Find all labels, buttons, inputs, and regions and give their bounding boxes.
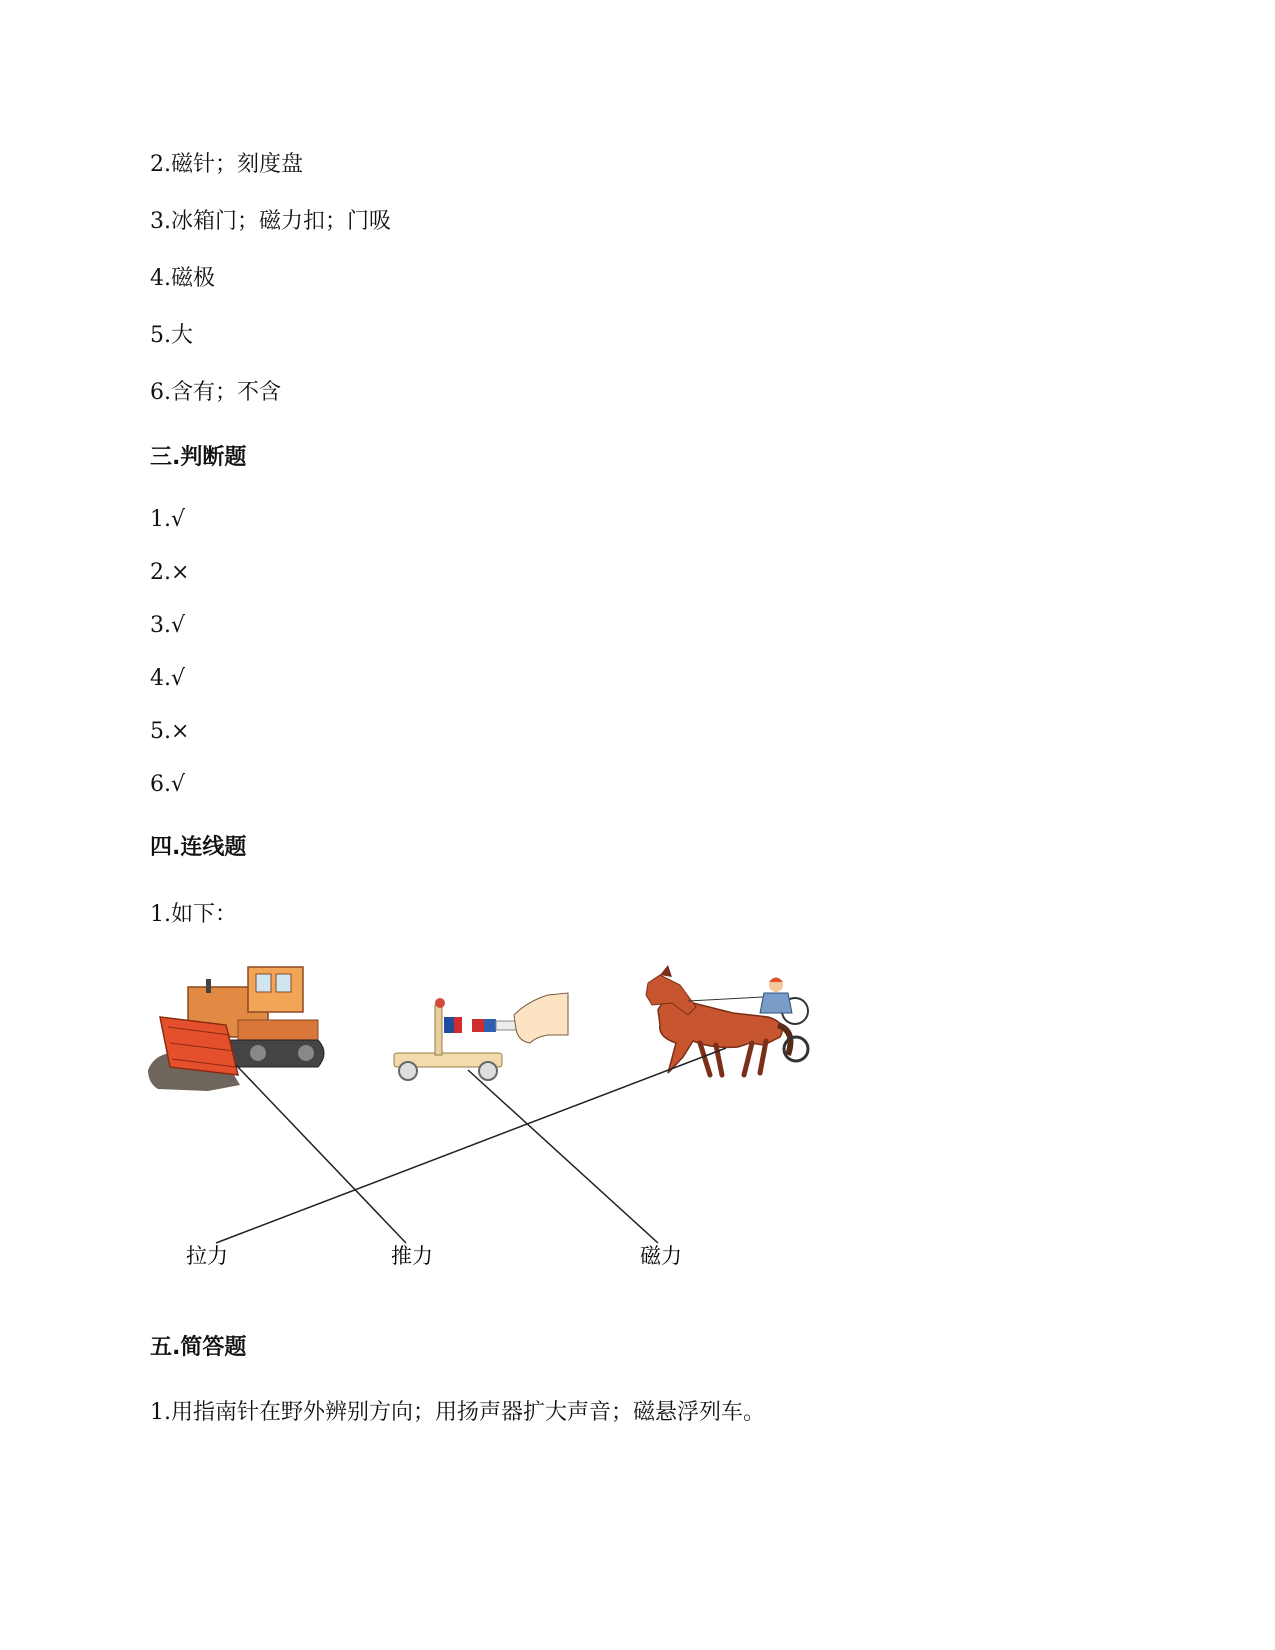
answer-line: 2.磁针；刻度盘 xyxy=(150,152,303,177)
force-label-magnetic: 磁力 xyxy=(640,1244,682,1268)
judgement-answer: 3.√ xyxy=(150,613,186,638)
section-heading: 五.简答题 xyxy=(150,1335,247,1360)
match-line xyxy=(236,1065,406,1243)
judgement-answer: 1.√ xyxy=(150,507,186,532)
answer-line: 4.磁极 xyxy=(150,266,215,291)
match-line xyxy=(216,1048,726,1243)
magnet-cart-picture xyxy=(394,993,568,1080)
judgement-answer: 2.× xyxy=(150,560,190,585)
match-line xyxy=(468,1070,658,1243)
force-label-push: 推力 xyxy=(391,1244,433,1268)
answer-line: 5.大 xyxy=(150,323,193,348)
matching-lines xyxy=(216,1048,726,1243)
question-intro: 1.如下： xyxy=(150,902,237,927)
matching-figure xyxy=(148,965,848,1295)
answer-line: 6.含有；不含 xyxy=(150,380,281,405)
judgement-answer: 4.√ xyxy=(150,666,186,691)
horse-carriage-picture xyxy=(646,965,808,1075)
judgement-answer: 5.× xyxy=(150,719,190,744)
answer-line: 3.冰箱门；磁力扣；门吸 xyxy=(150,209,391,234)
section-heading: 三.判断题 xyxy=(150,445,247,470)
force-label-pull: 拉力 xyxy=(186,1244,228,1268)
short-answer: 1.用指南针在野外辨别方向；用扬声器扩大声音；磁悬浮列车。 xyxy=(150,1400,765,1425)
bulldozer-picture xyxy=(148,967,324,1091)
judgement-answer: 6.√ xyxy=(150,772,186,797)
section-heading: 四.连线题 xyxy=(150,835,247,860)
